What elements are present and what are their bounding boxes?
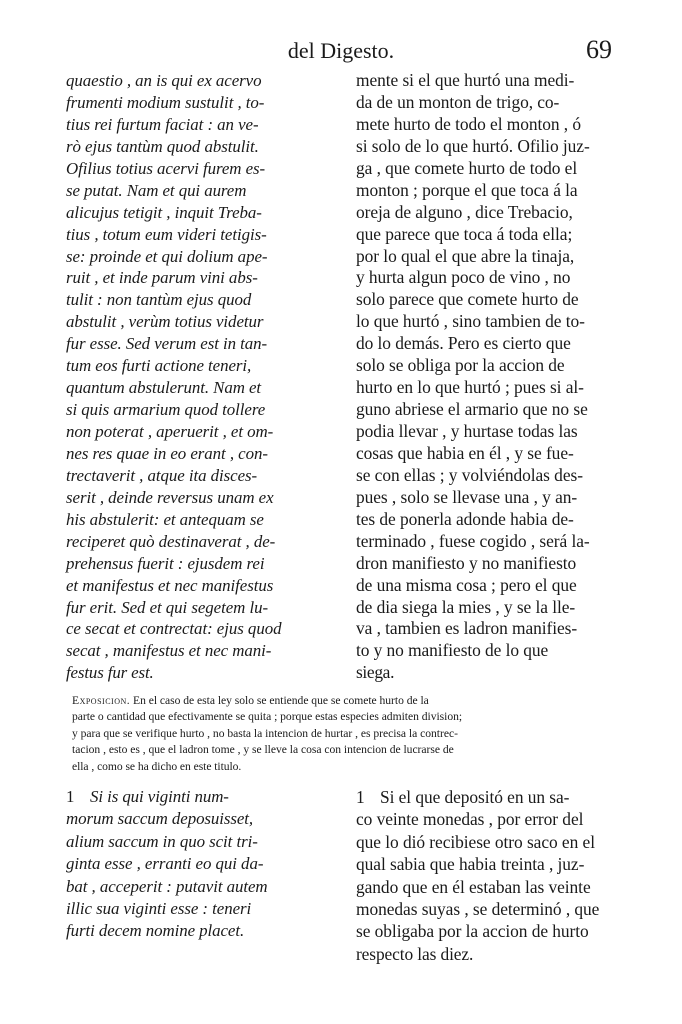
latin-line: serit , deinde reversus unam ex [66,487,274,507]
exposicion-first-line [72,693,620,709]
latin-line: morum saccum deposuisset, [66,809,254,829]
latin-line: tum eos furti actione teneri, [66,356,252,376]
section-line: Si el que depositó en un sa- [380,787,570,807]
spanish-line: y hurta algun poco de vino , no [356,267,571,288]
section-number: 1 [66,787,75,806]
latin-line: fur erit. Sed et qui segetem lu- [66,597,269,617]
latin-line: nes res quae in eo erant , con- [66,443,268,463]
spanish-line: mente si el que hurtó una medi- [356,70,575,90]
latin-line: prehensus fuerit : ejusdem rei [66,553,265,573]
exposicion-commentary [72,693,620,775]
latin-line: non poterat , aperuerit , et om- [66,422,274,441]
exposicion-line: En el caso de esta ley solo se entiende que se comete hurto de la [130,694,429,707]
spanish-line: ga , que comete hurto de todo el [356,157,578,178]
exposicion-line: parte o cantidad que efectivamente se quita ; porque estas especies admiten division; [72,710,463,724]
spanish-line: hurto en lo que hurtó ; pues si al- [356,377,584,398]
running-head [0,36,682,66]
spanish-line: solo parece que comete hurto de [356,289,579,310]
latin-line: tius , totum eum videri tetigis- [66,224,267,244]
spanish-line: pues , solo se llevase una , y an- [356,486,578,507]
section-1-latin [66,786,336,943]
latin-line: secat , manifestus et nec mani- [66,641,272,661]
latin-line: frumenti modium sustulit , to- [66,92,265,112]
latin-line: Ofilius totius acervi furem es- [66,158,266,178]
latin-line: his abstulerit: et antequam se [66,509,264,529]
spanish-line: dron manifiesto y no manifiesto [356,552,577,573]
spanish-line: por lo qual el que abre la tinaja, [356,245,575,266]
spanish-line: respecto las diez. [356,943,474,964]
spanish-line: monedas suyas , se determinó , que [356,898,600,919]
latin-line: tius rei furtum faciat : an ve- [66,114,259,134]
spanish-line: se obligaba por la accion de hurto [356,921,589,942]
latin-line: se: proinde et qui dolium ape- [66,246,268,266]
spanish-line: do lo demás. Pero es cierto que [356,333,571,354]
section-number: 1 [356,787,365,807]
spanish-line: de dia siega la mies , y se la lle- [356,596,576,617]
latin-line: fur esse. Sed verum est in tan- [66,334,268,354]
spanish-line: guno abriese el armario que no se [356,399,588,420]
exposicion-label: Exposicion. [72,694,131,707]
latin-line: abstulit , verùm totius videtur [66,312,264,332]
page-number: 69 [586,35,612,64]
spanish-line: que parece que toca á toda ella; [356,223,573,244]
section-first-line [66,786,336,808]
latin-line: et manifestus et nec manifestus [66,575,274,595]
latin-text-column [66,70,336,684]
spanish-line: solo se obliga por la accion de [356,355,565,376]
section-line: Si is qui viginti num- [90,787,229,806]
latin-line: rò ejus tantùm quod abstulit. [66,136,259,156]
latin-line: ruit , et inde parum vini abs- [66,268,258,288]
spanish-line: podia llevar , y hurtase todas las [356,421,578,441]
spanish-line: va , tambien es ladron manifies- [356,618,578,639]
latin-line: bat , acceperit : putavit autem [66,876,268,896]
spanish-line: tes de ponerla adonde habia de- [356,508,574,529]
spanish-line: cosas que habia en él , y se fue- [356,442,574,463]
spanish-line: de una misma cosa ; pero el que [356,574,577,595]
spanish-line: monton ; porque el que toca á la [356,179,578,200]
spanish-line: se con ellas ; y volviéndolas des- [356,464,583,485]
latin-line: ce secat et contrectat: ejus quod [66,619,282,639]
page-title: del Digesto. [287,38,395,63]
spanish-line: to y no manifiesto de lo que [356,640,549,661]
spanish-translation-column [356,70,618,684]
spanish-line: da de un monton de trigo, co- [356,91,560,112]
spanish-line: mete hurto de todo el monton , ó [356,113,582,134]
latin-line: alicujus tetigit , inquit Treba- [66,202,262,222]
latin-line: quantum abstulerunt. Nam et [66,378,262,398]
spanish-line: co veinte monedas , por error del [356,809,584,830]
exposicion-line: tacion , esto es , que el ladron tome , y se lleve la cosa con intencion de lucrarse de [72,743,454,757]
spanish-line: qual sabia que habia treinta , juz- [356,854,585,875]
latin-line: festus fur est. [66,663,154,683]
spanish-line: gando que en él estaban las veinte [356,876,591,897]
spanish-line: lo que hurtó , sino tambien de to- [356,311,585,332]
latin-line: ginta esse , erranti eo qui da- [66,854,264,874]
latin-line: quaestio , an is qui ex acervo [66,71,262,90]
latin-line: se putat. Nam et qui aurem [66,180,247,200]
section-first-line [356,786,618,808]
spanish-line: siega. [356,662,395,683]
spanish-line: oreja de alguno , dice Trebacio, [356,201,573,222]
section-1-spanish [356,786,618,965]
latin-line: furti decem nomine placet. [66,921,245,941]
latin-line: tulit : non tantùm ejus quod [66,290,252,310]
spanish-line: que lo dió recibiese otro saco en el [356,831,595,852]
latin-line: si quis armarium quod tollere [66,400,266,420]
spanish-line: si solo de lo que hurtó. Ofilio juz- [356,135,590,156]
latin-line: alium saccum in quo scit tri- [66,831,258,851]
exposicion-line: ella , como se ha dicho en este titulo. [72,759,242,773]
latin-line: illic sua viginti esse : teneri [66,898,252,918]
spanish-line: terminado , fuese cogido , será la- [356,530,590,551]
latin-line: reciperet quò destinaverat , de- [66,531,276,551]
exposicion-line: y para que se verifique hurto , no basta la intencion de hurtar , es precisa la contrec- [72,726,458,740]
latin-line: trectaverit , atque ita disces- [66,465,258,485]
